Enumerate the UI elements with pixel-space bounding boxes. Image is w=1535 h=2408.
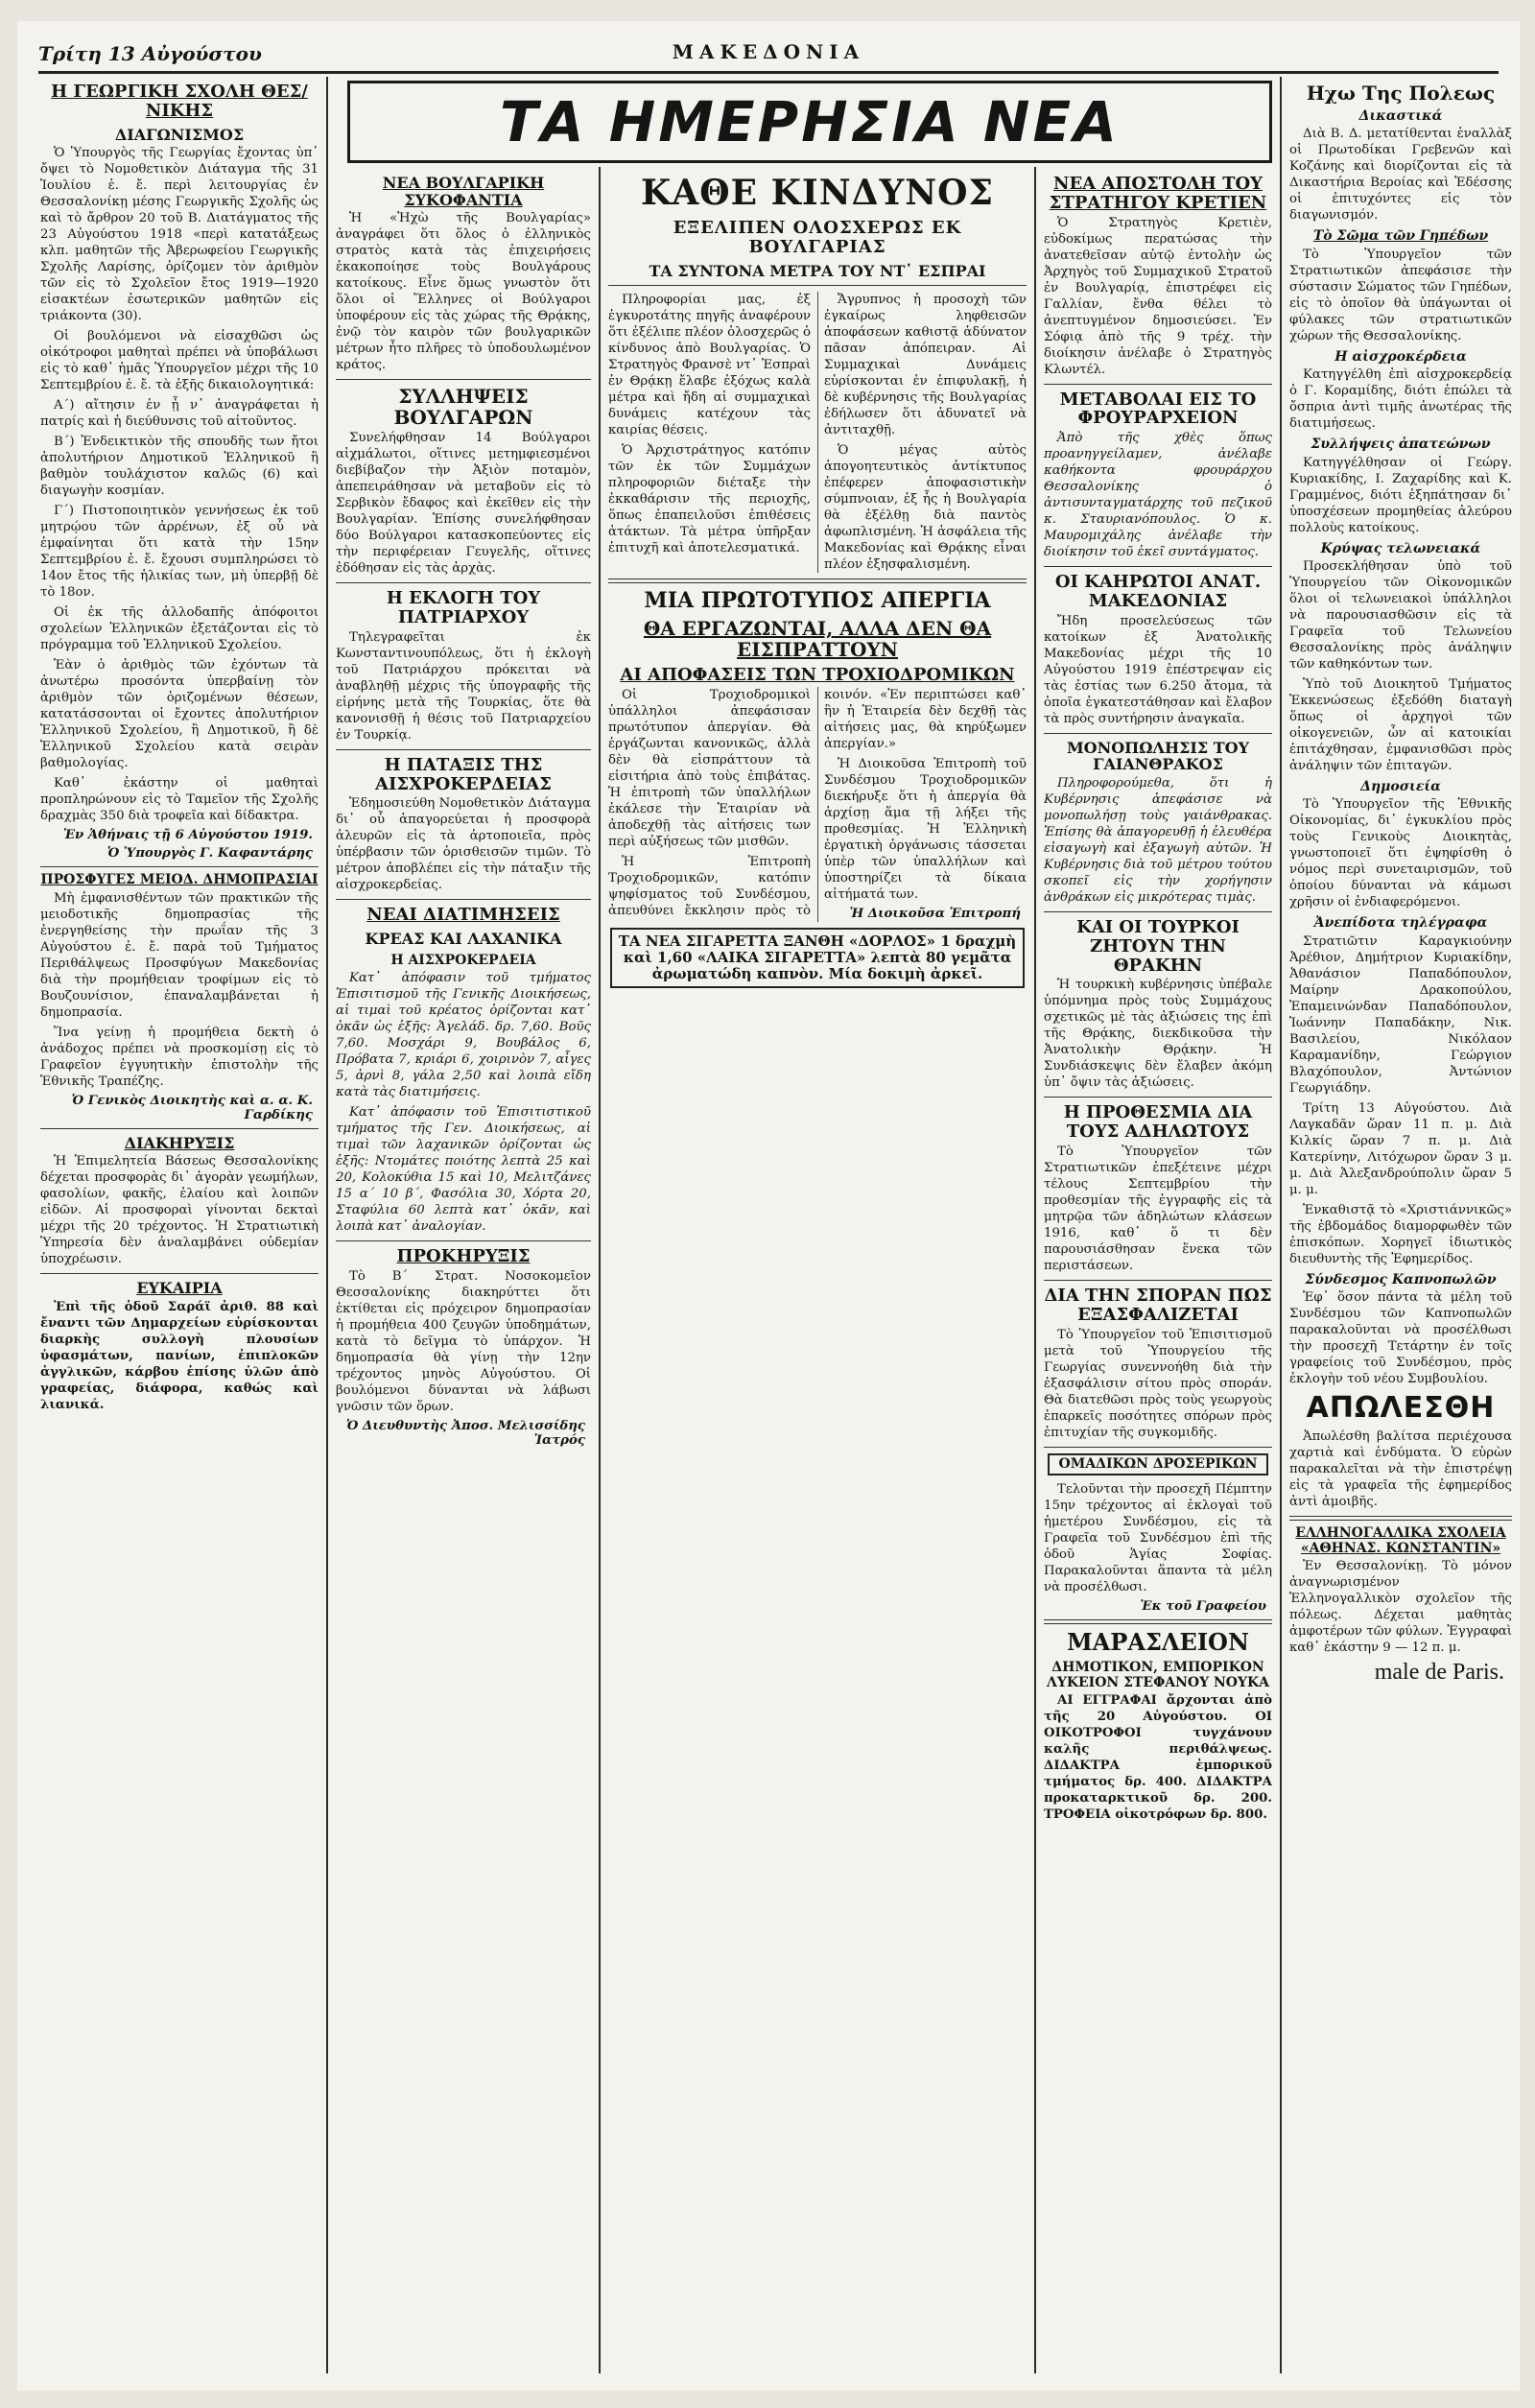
masthead-bar [38,36,1499,74]
article-paragraph: Τὸ Ὑπουργεῖον τῶν Στρατιωτικῶν ἐπεξέτεινε μέχρι τέλους Σεπτεμβρίου τὴν προθεσμίαν τῆς ἐγγραφῆς εἰς τὰ μητρῷα τῶν ἀδηλώτων κλάσεων 1916, καθ᾽ ὅ τι δὲν παρουσιάσθησαν ἕνεκα τῶν περιστάσεων. [1044,1144,1272,1273]
article-paragraph: Ἀπωλέσθη βαλίτσα περιέχουσα χαρτιὰ καὶ ἐνδύματα. Ὁ εὑρὼν παρακαλεῖται νὰ τὴν ἐπιστρέψῃ εἰς τὰ γραφεῖα τῆς ἐφημερίδος ἀντὶ ἀμοιβῆς. [1289,1429,1512,1510]
column-rule [599,167,601,2373]
article-paragraph: Ἤδη προσελεύσεως τῶν κατοίκων ἐξ Ἀνατολικῆς Μακεδονίας μέχρι τῆς 10 Αὐγούστου 1919 ἐπέστρεψαν εἰς τὰς ἐστίας των 6.250 ἄτομα, τὰ ὁποῖα ἐγκατεστάθησαν καὶ ἔλαβον τὰ πρὸς συντήρησιν ἀναγκαῖα. [1044,613,1272,726]
signature-minister: Ὁ Ὑπουργὸς Γ. Καφαντάρης [106,846,313,862]
subhead-judicial: Δικαστικά [1358,108,1443,124]
divider [1044,1619,1272,1624]
subhead-fraud-arrests: Συλλήψεις ἀπατεώνων [1311,437,1491,453]
article-paragraph: Πληροφορίαι μας, ἐξ ἐγκυροτάτης πηγῆς ἀναφέρουν ὅτι ἐξέλιπε πλέον ὁλοσχερῶς ὁ κίνδυνος ἀπὸ Βουλγαρίας. Ὁ Στρατηγὸς Φρανσὲ ντ᾽ Ἐσπραὶ ἐν Θρᾴκῃ ἔλαβε ἐξόχως καλὰ μέτρα καὶ ἤδη αἱ συμμαχικαὶ δυνάμεις κατέχουν τὰς καιρίας θέσεις. [608,293,811,438]
divider [336,379,591,380]
divider [1044,1447,1272,1448]
subhead-profiteering: Η αἰσχροκέρδεια [1334,348,1467,365]
cigarette-advert [610,928,1025,988]
article-paragraph: Ὑπὸ τοῦ Διοικητοῦ Τμήματος Ἐκκενώσεως ἐξεδόθη διαταγὴ ὅπως οἱ ἀρχηγοὶ τῶν οἰκογενειῶν, ὧν αἱ κατοικίαι ἐπιτάχθησαν, ἐμφανισθῶσι πρὸς ἀνάληψιν τῶν ἐπιταγῶν. [1289,676,1512,773]
headline-deadline: Η ΠΡΟΘΕΣΜΙΑ ΔΙΑ ΤΟΥΣ ΑΔΗΛΩΤΟΥΣ [1063,1102,1253,1143]
divider [1044,384,1272,385]
column-3 [608,169,1027,2373]
article-paragraph: Τὸ Ὑπουργεῖον τῆς Ἐθνικῆς Οἰκονομίας, δι᾽ ἐγκυκλίου πρὸς τοὺς Γενικοὺς Διοικητὰς, γνωστοποιεῖ ὅτι ἐψηφίσθη ὁ νόμος περὶ συνεταιρισμῶν, τοῦ ὁποίου δύνανται νὰ κάμωσι χρῆσιν οἱ ἐνδιαφερόμενοι. [1289,797,1512,910]
headline-every-danger: ΚΑΘΕ ΚΙΝΔΥΝΟΣ [641,173,994,213]
paris-script: male de Paris. [1374,1659,1504,1685]
divider [1044,733,1272,734]
headline-agricultural-school: Η ΓΕΩΡΓΙΚΗ ΣΧΟΛΗ ΘΕΣ/ΝΙΚΗΣ [51,82,308,121]
subhead-profiteering: Η ΑΙΣΧΡΟΚΕΡΔΕΙΑ [390,952,536,968]
headline-sowing: ΔΙΑ ΤΗΝ ΣΠΟΡΑΝ ΠΩΣ ΕΞΑΣΦΑΛΙΖΕΤΑΙ [1044,1285,1272,1325]
subhead-customs: Κρύψας τελωνειακά [1320,540,1481,556]
article-paragraph: Γ΄) Πιστοποιητικὸν γεννήσεως ἐκ τοῦ μητρῴου τῶν ἀρρένων, ἐξ οὗ νὰ ἐμφαίνηται ὅτι κατὰ τὴν 15ην Σεπτεμβρίου ἐ. ἔ. ἔχουσι συμπληρώσει τὸ 14ον ἔτος τῆς ἡλικίας των, μὴ ὑπερβῇ δὲ τὸ 18ον. [40,504,319,601]
article-paragraph: Ὁ Ἀρχιστράτηγος κατόπιν τῶν ἐκ τῶν Συμμάχων πληροφοριῶν διέταξε τὴν ἐκκαθάρισιν τῆς περιοχῆς, ὅπως ἐπαπειλοῦσι ἐπιθέσεις ἀτάκτων. Τὰ μέτρα ὑπῆρξαν ἐπιτυχῆ καὶ ἀποτελεσματικά. [608,443,811,556]
headline-original-strike: ΜΙΑ ΠΡΩΤΟΤΥΠΟΣ ΑΠΕΡΓΙΑ [644,588,991,614]
headline-association: ΟΜΑΔΙΚΩΝ ΔΡΟΣΕΡΙΚΩΝ [1048,1453,1268,1475]
subhead-measures: ΤΑ ΣΥΝΤΟΝΑ ΜΕΤΡΑ ΤΟΥ ΝΤ᾽ ΕΣΠΡΑΙ [649,261,986,280]
headline-opportunity: ΕΥΚΑΙΡΙΑ [136,1279,223,1298]
column-1 [40,77,319,2373]
column-rule [1034,167,1036,2373]
article-paragraph: Ἡ Διοικοῦσα Ἐπιτροπὴ τοῦ Συνδέσμου Τροχιοδρομικῶν διεκήρυξε ὅτι ἡ ἀπεργία θὰ ἀρχίσῃ ἅμα τῇ λήξει τῆς προθεσμίας. Ἡ Ἑλληνικὴ ἐργατικὴ ὀργάνωσις τάσσεται ὑπὲρ τῶν ὑπαλλήλων καὶ ὑποστηρίζει τὰ δίκαια αἰτήματά των. [824,757,1027,903]
article-paragraph: Ἀπὸ τῆς χθὲς ὅπως προανηγγείλαμεν, ἀνέλαβε καθήκοντα φρουράρχου Θεσσαλονίκης ὁ ἀντισυνταγματάρχης τοῦ πεζικοῦ κ. Σταυριανόπουλος. Ὁ κ. Μαυρομιχάλης ἀνέλαβε τὴν διοίκησιν τοῦ ἐκεῖ συντάγματος. [1044,431,1272,560]
article-paragraph: Τὸ Ὑπουργεῖον τῶν Στρατιωτικῶν ἀπεφάσισε τὴν σύστασιν Σώματος τῶν Γηπέδων, εἰς τὸ ὁποῖον θὰ ὑπάγωνται οἱ φύλακες τῶν στρατιωτικῶν χώρων τῆς Θεσσαλονίκης. [1289,247,1512,343]
divider [1044,1280,1272,1281]
headline-garrison-changes: ΜΕΤΑΒΟΛΑΙ ΕΙΣ ΤΟ ΦΡΟΥΡΑΡΧΕΙΟΝ [1059,389,1257,429]
article-paragraph: Συνελήφθησαν 14 Βούλγαροι αἰχμάλωτοι, οἵτινες μετημφιεσμένοι διεβίβαζον τὴν Ἀξιὸν ποταμὸν, ἀπεπειράθησαν νὰ μεταβοῦν εἰς τὸ Σερβικὸν ἔδαφος καὶ ἐκεῖθεν εἰς τὴν Βουλγαρίαν. Ἐπίσης συνελήφθησαν δύο Βούλγαροι κατασκοπεύοντες εἰς τὴν περιφέρειαν Γευγελῆς, οἵτινες ἐδόθησαν εἰς τὰς ἀρχὰς. [336,431,591,577]
article-paragraph: Κατηγγέλθησαν οἱ Γεώργ. Κυριακίδης, Ι. Ζαχαρίδης καὶ Κ. Γραμμένος, διότι ἐξηπάτησαν δι᾽ ὑποσχέσεων προμηθείας ἀλεύρου πολλοὺς κατοίκους. [1289,455,1512,535]
signature-office: Ἐκ τοῦ Γραφείου [1140,1598,1266,1614]
article-paragraph: Ἡ Ἐπιμελητεία Βάσεως Θεσσαλονίκης δέχεται προσφορὰς δι᾽ ἀγορὰν γεωμήλων, φασολίων, φακῆς, ἐλαίου καὶ λοιπῶν εἰδῶν. Αἱ προσφοραὶ γίνονται δεκταὶ μέχρι τῆς 20 τρέχοντος. Ἡ Στρατιωτικὴ Ὑπηρεσία δὲν ἀναλαμβάνει οὐδεμίαν ὑποχρέωσιν. [40,1154,319,1267]
article-columns [608,687,1027,922]
article-paragraph: Μὴ ἐμφανισθέντων τῶν πρακτικῶν τῆς μειοδοτικῆς δημοπρασίας τῆς ἐνεργηθείσης τὴν πρωΐαν τῆς 3 Αὐγούστου ἐ. ἔ. παρὰ τοῦ Τμήματος Περιθάλψεως Προσφύγων Μακεδονίας διὰ τὴν προμήθειαν τροφίμων εἰς τὸ Βουζουνίσιον, ἐπαναλαμβάνεται ἡ δημοπρασία. [40,890,319,1020]
divider [1044,1097,1272,1098]
advert-paragraph: ΑΙ ΕΓΓΡΑΦΑΙ ἄρχονται ἀπὸ τῆς 20 Αὐγούστου. ΟΙ ΟΙΚΟΤΡΟΦΟΙ τυγχάνουν καλῆς περιθάλψεως. ΔΙΔΑΚΤΡΑ ἐμπορικοῦ τμήματος δρ. 400. ΔΙΔΑΚΤΡΑ προκαταρκτικοῦ δρ. 200. ΤΡΟΦΕΙΑ οἰκοτρόφων δρ. 800. [1044,1693,1272,1823]
article-paragraph: Τηλεγραφεῖται ἐκ Κωνσταντινουπόλεως, ὅτι ἡ ἐκλογὴ τοῦ Πατριάρχου πρόκειται νὰ ἀναβληθῇ μέχρις τῆς ὑπογραφῆς τῆς εἰρήνης μετὰ τῆς Τουρκίας, ὅτε θὰ κανονισθῇ ἡ θέσις τοῦ Πατριαρχείου ἐν Τουρκίᾳ. [336,629,591,743]
article-paragraph: Ἐφ᾽ ὅσον πάντα τὰ μέλη τοῦ Συνδέσμου τῶν Καπνοπωλῶν παρακαλοῦνται νὰ προσέλθωσι τὴν προσεχῆ Τετάρτην ἐν τοῖς γραφείοις τοῦ Συνδέσμου, πρὸς ἐκλογὴν τοῦ νέου Συμβουλίου. [1289,1290,1512,1387]
banner-title: ΤΑ ΗΜΕΡΗΣΙΑ ΝΕΑ [500,89,1120,154]
article-columns [608,292,1027,573]
article-paragraph: Κατ᾽ ἀπόφασιν τοῦ τμήματος Ἐπισιτισμοῦ τῆς Γενικῆς Διοικήσεως, αἱ τιμαὶ τοῦ κρέατος ὁρίζονται κατ᾽ ὀκᾶν ὡς ἑξῆς: Ἀγελάδ. δρ. 7,60. Βοῦς 7,60. Μοσχάρι 9, Βουβάλος 6, Πρόβατα 7, κριάρι 6, χοιρινὸν 7, αἶγες 5, ἀρνὶ 8, γάλα 2,50 καὶ λοιπὰ εἴδη κατὰ τὰς διατιμήσεις. [336,971,591,1100]
article-paragraph: Κατ᾽ ἀπόφασιν τοῦ Ἐπισιτιστικοῦ τμήματος τῆς Γεν. Διοικήσεως, αἱ τιμαὶ τῶν λαχανικῶν ὁρίζονται ὡς ἑξῆς: Ντομάτες ποιότης λεπτὰ 25 καὶ 20, Κολοκύθια 15 καὶ 10, Μελιτζάνες 15 α΄ 10 β΄, Φασόλια 30, Χόρτα 20, Σταφύλια 60 λεπτὰ κατ᾽ ὀκᾶν, καὶ λοιπὰ κατ᾽ ἀναλογίαν. [336,1105,591,1235]
article-paragraph: Στρατιῶτιν Καραγκιούνην Ἀρέθιον, Δημήτριον Κυριακίδην, Ἀθανάσιον Παπαδόπουλον, Μαίρην Δρακοπούλου, Ἐπαμεινώνδαν Παπαδόπουλον, Ἰωάννην Παπαδάκην, Νικ. Βασιλείου, Νικόλαον Καραμανίδην, Γεώργιον Βλαχόπουλον, Ἀντώνιον Γεωργιάδην. [1289,933,1512,1096]
article-paragraph: Ὁ Στρατηγὸς Κρετιὲν, εὐδοκίμως περατώσας τὴν ἀνατεθεῖσαν αὐτῷ ἐντολὴν ὡς Ἀρχηγὸς τοῦ Συμμαχικοῦ Στρατοῦ ἐν Βουλγαρίᾳ, ἐπιστρέφει εἰς Γαλλίαν, ἔνθα θέλει τὸ ἀνεπτυγμένον δημοσιεύσει. Ἐν Σόφιᾳ ἀπὸ τῆς 9 τρέχ. τὴν διοίκησιν ἀνέλαβε ὁ Στρατηγὸς Κλωντέλ. [1044,215,1272,377]
headline-arrests: ΣΥΛΛΗΨΕΙΣ ΒΟΥΛΓΑΡΩΝ [393,385,533,430]
article-paragraph: Ἄγρυπνος ἡ προσοχὴ τῶν ἐγκαίρως ληφθεισῶν ἀποφάσεων καθιστᾷ ἀδύνατον πᾶσαν ἀπόπειραν. Αἱ Συμμαχικαὶ Δυνάμεις εὑρίσκονται ἐν ἐπιφυλακῇ, ἡ δὲ κυβέρνησις τῆς Βουλγαρίας ἐδήλωσεν ὅτι ἀδυνατεῖ νὰ ἀντιταχθῇ. [824,293,1027,438]
article-paragraph: Ἵνα γείνῃ ἡ προμήθεια δεκτὴ ὁ ἀνάδοχος πρέπει νὰ προσκομίσῃ εἰς τὸ Γραφεῖον ἐγγυητικὴν ἐπιστολὴν τῆς Ἐθνικῆς Τραπέζης. [40,1025,319,1089]
divider [336,899,591,900]
headline-lost: ΑΠΩΛΕΣΘΗ [1306,1391,1496,1426]
article-paragraph: Ἡ Ἐπιτροπὴ Τροχιοδρομικῶν, κατόπιν ψηφίσματος τοῦ Συνδέσμου, ἀπευθύνει ἔκκλησιν πρὸς τὸ κοινόν. «Ἐν περιπτώσει καθ᾽ ἣν ἡ Ἑταιρεία δὲν δεχθῇ τὰς αἰτήσεις μας, θὰ κηρύξωμεν ἀπεργίαν.» [608,688,1027,919]
signature-date: Ἐν Ἀθήναις τῇ 6 Αὐγούστου 1919. [62,828,313,843]
headline-greek-french-schools: ΕΛΛΗΝΟΓΑΛΛΙΚΑ ΣΧΟΛΕΙΑ «ΑΘΗΝΑΣ. ΚΩΝΣΤΑΝΤΙΝ» [1295,1525,1506,1556]
column-rule [1280,77,1282,2373]
divider [40,1128,319,1129]
article-paragraph: Ἐνκαθιστᾷ τὸ «Χριστιάννικῶς» τῆς ἐβδομάδος διαμορφωθὲν τῶν ἐπισκόπων. Χορηγεῖ ἰδιωτικὸς διευθυντὴς τῆς Ἐφημερίδος. [1289,1202,1512,1266]
subhead-tobacconists: Σύνδεσμος Καπνοπωλῶν [1305,1271,1497,1287]
newspaper-page [17,21,1520,2391]
divider [336,582,591,583]
article-paragraph: Διὰ Β. Δ. μετατίθενται ἐναλλὰξ οἱ Πρωτοδίκαι Γρεβενῶν καὶ Κοζάνης καὶ διορίζονται εἰς τὰ Δικαστήρια Βεροίας καὶ Ἐδέσσης οἱ ἐπιτυχόντες εἰς τὸν διαγωνισμόν. [1289,127,1512,224]
subhead-meat-vegetables: ΚΡΕΑΣ ΚΑΙ ΛΑΧΑΝΙΚΑ [365,930,562,949]
divider [336,1240,591,1241]
article-paragraph: Οἱ Τροχιοδρομικοὶ ὑπάλληλοι ἀπεφάσισαν πρωτότυπον ἀπεργίαν. Θὰ ἐργάζωνται κανονικῶς, ἀλλὰ δὲν θὰ εἰσπράττουν τὰ εἰσιτήρια ἀπὸ τοὺς ἐπιβάτας. Ἡ ἐπιτροπὴ τῶν ὑπαλλήλων ἐκάλεσε τὴν Ἑταιρίαν νὰ ἀποδεχθῇ τὰς αἰτήσεις των περὶ αὐξήσεως τῶν μισθῶν. [608,688,811,850]
article-paragraph: Ἡ τουρκικὴ κυβέρνησις ὑπέβαλε ὑπόμνημα πρὸς τοὺς Συμμάχους σχετικῶς μὲ τὰς ἀξιώσεις της ἐπὶ τῆς Θρᾴκης, διεκδικοῦσα τὴν Ἀνατολικὴν Θρᾴκην. Ἡ Συνδιάσκεψις δὲν ἔλαβεν ἀκόμη ὑπ᾽ ὄψιν τὰς ἀξιώσεις. [1044,978,1272,1091]
headline-proclamation: ΔΙΑΚΗΡΥΞΙΣ [124,1133,235,1152]
signature-governor: Ὁ Γενικὸς Διοικητὴς καὶ α. α. Κ. Γαρδίκης [71,1093,313,1122]
subhead-vanished-from-bulgaria: ΕΞΕΛΙΠΕΝ ΟΛΟΣΧΕΡΩΣ ΕΚ ΒΟΥΛΓΑΡΙΑΣ [673,218,962,257]
article-paragraph: Καθ᾽ ἑκάστην οἱ μαθηταὶ προπληρώνουν εἰς τὸ Ταμεῖον τῆς Σχολῆς δραχμὰς 350 διὰ τροφεῖα καὶ δίδακτρα. [40,776,319,824]
headline-east-macedonia: ΟΙ ΚΑΗΡΩΤΟΙ ΑΝΑΤ. ΜΑΚΕΔΟΝΙΑΣ [1054,572,1262,611]
article-paragraph: Ἡ «Ἠχὼ τῆς Βουλγαρίας» ἀναγράφει ὅτι ὅλος ὁ ἐλληνικὸς στρατὸς κατὰ τὰς ἐπιχειρήσεις ἐκακοποίησε τοὺς Βουλγάρους κατοίκους. Εἶνε ὅμως γνωστὸν ὅτι ὅλοι οἱ Ἕλληνες οἱ Βούλγαροι ὑποφέρουν εἰς τὰς χώρας τῆς Θρᾴκης, ἐνῷ τὸν καιρὸν τῶν βουλγαρικῶν μέτρων ἦτο πλῆρες τὸ ὑποδουλωμένον κράτος. [336,211,591,373]
newspaper-name: ΜΑΚΕΔΟΝΙΑ [672,40,865,63]
subhead-work-no-fares: ΘΑ ΕΡΓΑΖΩΝΤΑΙ, ΑΛΛΑ ΔΕΝ ΘΑ ΕΙΣΠΡΑΤΤΟΥΝ [643,617,992,662]
article-paragraph: Οἱ ἐκ τῆς ἀλλοδαπῆς ἀπόφοιτοι σχολείων Ἑλληνικῶν ἐξετάζονται εἰς τὸ πρόγραμμα τοῦ Ἑλληνικοῦ Σχολείου. [40,605,319,653]
headline-refugee-auctions: ΠΡΟΣΦΥΓΕΣ ΜΕΙΟΔ. ΔΗΜΟΠΡΑΣΙΑΙ [40,872,319,888]
divider [1289,1516,1512,1521]
divider [1044,566,1272,567]
article-paragraph: Τρίτη 13 Αὐγούστου. Διὰ Λαγκαδᾶν ὥραν 11 π. μ. Διὰ Κιλκίς ὥραν 7 π. μ. Διὰ Κατερίνην, Λιτόχωρον ὥραν 3 μ. μ. Διὰ Ἀλεξανδρούπολιν ὥραν 5 μ. μ. [1289,1100,1512,1197]
subhead-competition: ΔΙΑΓΩΝΙΣΜΟΣ [114,125,245,144]
headline-bulgarian-slander: ΝΕΑ ΒΟΥΛΓΑΡΙΚΗ ΣΥΚΟΦΑΝΤΙΑ [382,174,545,209]
divider [1044,911,1272,912]
column-2 [336,169,591,2373]
article-paragraph: Τὸ Ὑπουργεῖον τοῦ Ἐπισιτισμοῦ μετὰ τοῦ Ὑπουργείου τῆς Γεωργίας συνεννοήθη διὰ τὴν ἐξασφάλισιν σίτου πρὸς σποράν. Θὰ διατεθῶσι πρὸς τοὺς γεωργοὺς ἐπαρκεῖς ποσότητες σπόρων πρὸς ἐπιτυχίαν τῆς συγκομιδῆς. [1044,1327,1272,1440]
article-paragraph: Ὁ Ὑπουργὸς τῆς Γεωργίας ἔχοντας ὑπ᾽ ὄψει τὸ Νομοθετικὸν Διάταγμα τῆς 31 Ἰουλίου ἐ. ἔ. περὶ λειτουργίας ἐν Θεσσαλονίκῃ μέσης Γεωργικῆς Σχολῆς ὡς καὶ τὸ ἄρθρον 20 τοῦ Β. Διατάγματος τῆς 23 Αὐγούστου 1918 «περὶ κατατάξεως κλπ. μαθητῶν τῆς Ἀβερωφείου Γεωργικῆς Σχολῆς Λαρίσης, ὁρίζομεν τὸν ἀριθμὸν τῶν εἰς τὸ Σχολεῖον ἔτος 1919—1920 εἰσακτέων ἐσωτερικῶν μαθητῶν εἰς τριάκοντα (30). [40,146,319,324]
divider [336,749,591,750]
headline-maraslion: ΜΑΡΑΣΛΕΙΟΝ [1067,1627,1249,1656]
article-paragraph: Κατηγγέλθη ἐπὶ αἰσχροκερδείᾳ ὁ Γ. Κοραμίδης, διότι ἐπώλει τὰ ὄσπρια ἀντὶ τιμῆς ἀνωτέρας τῆς διατιμήσεως. [1289,367,1512,432]
headline-turks-thrace: ΚΑΙ ΟΙ ΤΟΥΡΚΟΙ ΖΗΤΟΥΝ ΤΗΝ ΘΡΑΚΗΝ [1076,916,1240,976]
article-paragraph: Τελοῦνται τὴν προσεχῆ Πέμπτην 15ην τρέχοντος αἱ ἐκλογαὶ τοῦ ἡμετέρου Συνδέσμου, εἰς τὰ Γραφεῖα τοῦ Συνδέσμου ἐπὶ τῆς ὁδοῦ Ἁγίας Σοφίας. Παρακαλοῦνται ἅπαντα τὰ μέλη νὰ προσέλθωσι. [1044,1481,1272,1594]
divider [608,578,1027,583]
column-5 [1289,77,1512,2373]
advert-paragraph: Ἐπὶ τῆς ὁδοῦ Σαράϊ ἀριθ. 88 καὶ ἔναντι τῶν Δημαρχείων εὑρίσκονται διαρκὴς συλλογὴ πλουσίων ὑφασμάτων, πανίων, ἐπιπλοκῶν ἀγγλικῶν, κάρβου ἐπίσης ὑλῶν ἀπὸ γραφείας, διάφορα, καθώς καὶ λιανικά. [40,1299,319,1412]
daily-news-banner [347,81,1272,163]
article-paragraph: Πληροφορούμεθα, ὅτι ἡ Κυβέρνησις ἀπεφάσισε νὰ μονοπωλήσῃ τοὺς γαιάνθρακας. Ἐπίσης θὰ ἀπαγορευθῇ ἡ ἐλευθέρα εἰσαγωγὴ καὶ ἐξαγωγὴ αὐτῶν. Ἡ Κυβέρνησις διὰ τοῦ μέτρου τούτου σκοπεῖ εἰς τὴν χορήγησιν ἀνθράκων εἰς μικρότερας τιμὰς. [1044,775,1272,905]
article-paragraph: Ἐδημοσιεύθη Νομοθετικὸν Διάταγμα δι᾽ οὗ ἀπαγορεύεται ἡ προσφορὰ ἀλευρῶν εἰς τὰ ἀρτοποιεῖα, πρὸς ὑπέρβασιν τῶν ὁρισθεισῶν τιμῶν. Τὸ μέτρον ἀποβλέπει εἰς τὴν πάταξιν τῆς αἰσχροκερδείας. [336,796,591,893]
article-paragraph: Ἐὰν ὁ ἀριθμὸς τῶν ἐχόντων τὰ ἀνωτέρω προσόντα ὑπερβαίνῃ τὸν ἀριθμὸν τῶν ὁριζομένων θέσεων, κατατάσσονται οἱ ἔχοντες ἀπολυτήριον Ἑλληνικοῦ Σχολείου, ἢ Δημοτικοῦ, ἢ δὲ Ἑλληνικοῦ Σχολείου κατὰ σειρὰν βαθμολογίας. [40,658,319,771]
article-paragraph: Οἱ βουλόμενοι νὰ εἰσαχθῶσι ὡς οἰκότροφοι μαθηταὶ πρέπει νὰ ὑποβάλωσι εἰς τὸ καθ᾽ ἡμᾶς Ὑπουργεῖον μέχρι τῆς 10 Σεπτεμβρίου ἐ. ἔ. τὰ ἑξῆς δικαιολογητικά: [40,329,319,393]
column-4 [1044,169,1272,2373]
headline-announcement: ΠΡΟΚΗΡΥΞΙΣ [396,1246,531,1267]
headline-profiteering-crackdown: Η ΠΑΤΑΞΙΣ ΤΗΣ ΑΙΣΧΡΟΚΕΡΔΕΙΑΣ [375,754,552,794]
headline-city-echo: Ηχω Της Πολεως [1306,82,1496,105]
article-paragraph: Ὁ μέγας αὐτὸς ἀπογοητευτικὸς ἀντίκτυπος ἐπέφερεν ἀποφασιστικὴν σύμπνοιαν, ἐξ ἧς ἡ Βουλγαρία θὰ ἐξέλθῃ διὰ παντὸς ἀφωπλισμένη. Ἡ ἀσφάλεια τῆς Μακεδονίας καὶ Θρᾴκης εἶναι πλέον ἐξησφαλισμένη. [824,443,1027,573]
article-paragraph: Β΄) Ἐνδεικτικὸν τῆς σπουδῆς των ἤτοι ἀπολυτήριον Δημοτικοῦ Ἑλληνικοῦ ἢ βαθμὸν τουλάχιστον καλῶς (6) καὶ διαγωγὴν κοσμίαν. [40,435,319,499]
column-rule [326,77,328,2373]
article-paragraph: Τὸ Β΄ Στρατ. Νοσοκομεῖον Θεσσαλονίκης διακηρύττει ὅτι ἐκτίθεται εἰς πρόχειρον δημοπρασίαν ἡ προμήθεια 400 ζευγῶν ὑποδημάτων, κατὰ τὸ δεῖγμα τὸ ὑπάρχον. Ἡ δημοπρασία θὰ γίνῃ τὴν 12ην τρέχοντος μηνὸς Αὐγούστου. Οἱ βουλόμενοι δύνανται νὰ λάβωσι γνῶσιν τῶν ὅρων. [336,1268,591,1414]
headline-new-price-lists: ΝΕΑΙ ΔΙΑΤΙΜΗΣΕΙΣ [366,905,560,926]
signature-director: Ὁ Διευθυντὴς Ἀποσ. Μελισσίδης Ἰατρός [346,1418,585,1448]
article-paragraph: Ἐν Θεσσαλονίκῃ. Τὸ μόνον ἀναγνωρισμένον Ἑλληνογαλλικὸν σχολεῖον τῆς πόλεως. Δέχεται μαθητὰς ἀμφοτέρων τῶν φύλων. Ἐγγραφαὶ καθ᾽ ἑκάστην 9 — 12 π. μ. [1289,1558,1512,1655]
divider [608,285,1027,286]
article-paragraph: Προσεκλήθησαν ὑπὸ τοῦ Ὑπουργείου τῶν Οἰκονομικῶν ὅλοι οἱ τελωνειακοὶ ὑπάλληλοι νὰ παρουσιασθῶσιν εἰς τὰ Γραφεῖα τοῦ Τελωνείου Θεσσαλονίκης πρὸς ἀνάληψιν τῶν καθηκόντων των. [1289,558,1512,672]
signature-committee: Ἡ Διοικοῦσα Ἐπιτροπή [849,907,1021,922]
issue-date: Τρίτη 13 Αὐγούστου [38,42,262,65]
subhead-public: Δημοσιεία [1360,778,1441,794]
headline-chretien-mission: ΝΕΑ ΑΠΟΣΤΟΛΗ ΤΟΥ ΣΤΡΑΤΗΓΟΥ ΚΡΕΤΙΕΝ [1049,174,1267,213]
divider [40,1273,319,1274]
subhead-grounds-corps: Τὸ Σῶμα τῶν Γηπέδων [1312,228,1489,245]
divider [40,866,319,867]
headline-patriarch-election: Η ΕΚΛΟΓΗ ΤΟΥ ΠΑΤΡΙΑΡΧΟΥ [386,588,541,627]
subhead-tram-decisions: ΑΙ ΑΠΟΦΑΣΕΙΣ ΤΩΝ ΤΡΟΧΙΟΔΡΟΜΙΚΩΝ [620,665,1015,686]
subhead-undelivered-telegrams: Ἀνεπίδοτα τηλέγραφα [1313,915,1488,932]
subhead-school-name: ΔΗΜΟΤΙΚΟΝ, ΕΜΠΟΡΙΚΟΝ ΛΥΚΕΙΟΝ ΣΤΕΦΑΝΟΥ ΝΟΥΚΑ [1046,1660,1270,1690]
advert-text: ΤΑ ΝΕΑ ΣΙΓΑΡΕΤΤΑ ΞΑΝΘΗ «ΔΟΡΛΟΣ» 1 δραχμὴ καὶ 1,60 «ΛΑΙΚΑ ΣΙΓΑΡΕΤΤΑ» λεπτὰ 80 γεμᾶτα ἀρωματώδη καπνὸν. Μία δοκιμὴ ἀρκεῖ. [618,933,1017,983]
headline-coal-monopoly: ΜΟΝΟΠΩΛΗΣΙΣ ΤΟΥ ΓΑΙΑΝΘΡΑΚΟΣ [1066,738,1250,774]
article-paragraph: Α΄) αἴτησιν ἐν ᾗ ν᾽ ἀναγράφεται ἡ πατρίς καὶ ἡ διεύθυνσις τοῦ αἰτοῦντος. [40,398,319,430]
